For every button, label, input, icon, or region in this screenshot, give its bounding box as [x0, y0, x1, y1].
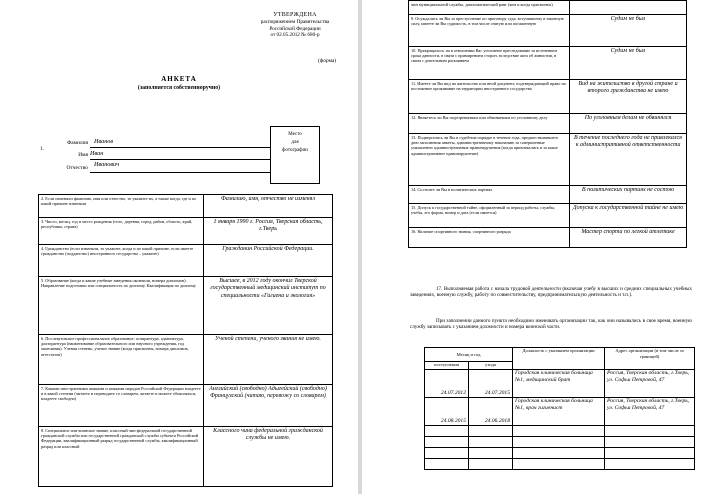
header-end: ухода	[469, 362, 513, 370]
photo-line-2: для	[291, 140, 299, 145]
work-empty-row	[425, 426, 695, 437]
surname-value[interactable]: Иванов	[94, 138, 114, 145]
question-row	[39, 277, 333, 335]
name-block	[40, 126, 270, 180]
answer-cell[interactable]: Английский (свободно) Адыгейский (свободно) Французский (читаю, перевожу со словарем)	[204, 385, 333, 427]
question-row	[409, 114, 687, 134]
answer-cell[interactable]: Судим не был	[570, 15, 687, 47]
header-position: Должность с указанием организации	[513, 348, 605, 370]
empty-cell[interactable]	[425, 426, 469, 437]
empty-cell[interactable]	[513, 437, 605, 448]
empty-cell[interactable]	[469, 437, 513, 448]
work-empty-row	[425, 459, 695, 470]
approval-line-1: распоряжением Правительства	[260, 18, 330, 25]
question-row	[39, 218, 333, 245]
questionnaire-page-2	[362, 0, 720, 494]
empty-cell[interactable]	[513, 448, 605, 459]
photo-line-1: Место	[288, 132, 302, 137]
question-row	[409, 204, 687, 228]
form-label: (форма)	[318, 58, 337, 64]
work-address[interactable]: Россия, Тверская область, г.Тверь, ул. Софьи Петровой, 47	[605, 370, 695, 398]
question-row	[39, 245, 333, 277]
question-text: 10. Прекращалось ли в отношении Вас уголовное преследование за истечением срока давности, в связи с примирением сторон, вследствие акта об амнистии, в связи с деятельным раскаянием	[409, 47, 570, 80]
item-1-number: 1.	[40, 146, 45, 152]
header-dates: Месяц и год	[425, 348, 513, 362]
name-underline	[90, 159, 270, 160]
note-text: При заполнении данного пункта необходимо именовать организации так, как они назывались в свое время, военную службу записывать с указанием должности и номера воинской части.	[410, 318, 692, 331]
answer-cell[interactable]: В течение последнего года не привлекался к административной ответственности	[570, 134, 687, 186]
question-text: 8. Специальное или воинское звание, классный чин федеральной государственной гражданской службы или государственной гражданской службы субъекта Российской Федерации, квалификационный разряд государственной службы, квалификационный разряд или классный	[39, 427, 204, 487]
question-text: 12. Являетесь ли Вы подозреваемым или обвиняемым по уголовному делу	[409, 114, 570, 134]
document-subtitle: (заполняется собственноручно)	[137, 85, 221, 91]
question-text: 3. Число, месяц, год и место рождения (село, деревня, город, район, область, край, республика, страна)	[39, 218, 204, 245]
work-address[interactable]: Россия, Тверская область, г.Тверь, ул. Софьи Петровой, 47	[605, 398, 695, 426]
answer-cell[interactable]: Фамилию, имя, отчество не изменял	[204, 195, 333, 218]
approval-line-3: от 02.05.2012 № 680-р	[270, 32, 320, 39]
empty-cell[interactable]	[425, 437, 469, 448]
surname-label: Фамилия	[66, 140, 88, 146]
work-history-table	[424, 347, 695, 470]
question-row	[39, 385, 333, 427]
surname-underline	[90, 147, 270, 148]
answer-cell[interactable]: Допуска к государственной тайне не имею	[570, 204, 687, 228]
question-row	[409, 1, 687, 15]
header-address: Адрес организации (в том числе за границей)	[605, 348, 695, 370]
note-paragraph	[410, 318, 692, 331]
answer-cell[interactable]	[570, 1, 687, 15]
question-text: 11. Имеете ли Вы вид на жительство или иной документ, подтверждающий право на постоянное проживание на территории иностранного государства	[409, 80, 570, 114]
item-17-paragraph	[410, 286, 692, 299]
question-text: 5. Образование (когда и какие учебные заведения окончили, номера дипломов). Направление подготовки или специальность по диплому. Квалификация по диплому	[39, 277, 204, 335]
question-row	[409, 186, 687, 204]
question-row	[409, 134, 687, 186]
work-position[interactable]: Городская клиническая больница №1, врач гигиенист	[513, 398, 605, 426]
work-empty-row	[425, 448, 695, 459]
empty-cell[interactable]	[469, 459, 513, 470]
answer-cell[interactable]: Высшее, в 2012 году окончил Тверской государственный медицинский институт по специальности «Гигиена и экология»	[204, 277, 333, 335]
name-label: Имя	[78, 152, 88, 158]
empty-cell[interactable]	[425, 448, 469, 459]
header-start: поступления	[425, 362, 469, 370]
answer-cell[interactable]: Гражданин Российской Федерации.	[204, 245, 333, 277]
work-start-date[interactable]: 24.08.2015	[425, 398, 469, 426]
question-text: 16. Наличие спортивного звания, спортивного разряда	[409, 228, 570, 248]
question-text: чин муниципальной службы, дипломатический ранг (кем и когда присвоены)	[409, 1, 570, 15]
empty-cell[interactable]	[605, 437, 695, 448]
empty-cell[interactable]	[605, 426, 695, 437]
item-17-text: 17. Выполняемая работа с начала трудовой деятельности (включая учебу в высших и средних специальных учебных заведениях, военную службу, работу по совместительству, предпринимательскую деятельность и т.п.).	[410, 286, 692, 299]
work-end-date[interactable]: 24.06.2018	[469, 398, 513, 426]
work-start-date[interactable]: 24.07.2012	[425, 370, 469, 398]
questionnaire-table-1	[38, 194, 333, 487]
answer-cell[interactable]: По уголовным делам не обвинялся	[570, 114, 687, 134]
question-text: 4. Гражданство (если изменяли, то укажите, когда и по какой причине, если имеете гражданство (подданство) иностранного государства – укажите)	[39, 245, 204, 277]
answer-cell[interactable]: В политических партиях не состою	[570, 186, 687, 204]
work-empty-row	[425, 437, 695, 448]
name-value[interactable]: Иван	[90, 150, 104, 157]
question-row	[39, 195, 333, 218]
approval-stamp	[240, 12, 350, 39]
approval-line-2: Российской Федерации	[269, 25, 321, 32]
work-header-row	[425, 348, 695, 362]
question-row	[409, 47, 687, 80]
work-end-date[interactable]: 24.07.2015	[469, 370, 513, 398]
patronymic-value[interactable]: Иванович	[94, 161, 120, 168]
question-row	[39, 427, 333, 487]
question-row	[39, 335, 333, 385]
question-row	[409, 80, 687, 114]
empty-cell[interactable]	[469, 448, 513, 459]
question-row	[409, 228, 687, 248]
empty-cell[interactable]	[425, 459, 469, 470]
photo-line-3: фотографии	[282, 148, 308, 153]
empty-cell[interactable]	[469, 426, 513, 437]
question-text: 2. Если изменяли фамилию, имя или отчество, то укажите их, а также когда, где и по какой причине изменяли	[39, 195, 204, 218]
answer-cell[interactable]: Судим не был	[570, 47, 687, 80]
patronymic-label: Отчество	[66, 165, 88, 171]
questionnaire-table-2	[408, 0, 687, 248]
empty-cell[interactable]	[605, 448, 695, 459]
answer-cell[interactable]: Мастер спорта по легкой атлетике	[570, 228, 687, 248]
question-row	[409, 15, 687, 47]
questionnaire-page-1	[0, 0, 358, 494]
answer-cell[interactable]: 1 января 1990 г. Россия, Тверская область, г.Тверь	[204, 218, 333, 245]
approval-heading: УТВЕРЖДЕНА	[273, 12, 317, 18]
patronymic-underline	[90, 172, 270, 173]
answer-cell[interactable]: Классного чина федеральной гражданской службы не имею.	[204, 427, 333, 487]
work-row	[425, 398, 695, 426]
question-text: 15. Допуск к государственной тайне, оформленный за период работы, службы, учебы, его форма, номер и дата (если имеется)	[409, 204, 570, 228]
work-row	[425, 370, 695, 398]
question-text: 14. Состоите ли Вы в политических партиях	[409, 186, 570, 204]
empty-cell[interactable]	[513, 459, 605, 470]
question-text: 7. Какими иностранными языками и языками народов Российской Федерации владеете и в какой степени (читаете и переводите со словарем, читаете и можете объясняться, владеете свободно)	[39, 385, 204, 427]
photo-placeholder	[270, 126, 320, 184]
empty-cell[interactable]	[513, 426, 605, 437]
question-text: 6. Послевузовское профессиональное образование: аспирантура, адъюнктура, докторантура (наименование образовательного или научного учреждения, год окончания). Ученая степень, ученое звание (когда присвоены, номера дипломов, аттестатов)	[39, 335, 204, 385]
answer-cell[interactable]: Вид на жительство в другой стране и второго гражданства не имею	[570, 80, 687, 114]
empty-cell[interactable]	[605, 459, 695, 470]
document-title: АНКЕТА	[161, 75, 197, 83]
question-text: 13. Подвергались ли Вы в судебном порядке в течение года, предшествовавшего дню заполнения анкеты, административному наказанию за совершенные умышленно административные правонарушения (когда привлекались и за какое административное правонарушение)	[409, 134, 570, 186]
question-text: 9. Осуждались ли Вы за преступление по приговору суда, вступившему в законную силу, имеете ли Вы судимость, в том числе снятую или погашенную	[409, 15, 570, 47]
work-position[interactable]: Городская клиническая больница №1, медицинский брат	[513, 370, 605, 398]
answer-cell[interactable]: Ученой степени, ученого звания не имею.	[204, 335, 333, 385]
